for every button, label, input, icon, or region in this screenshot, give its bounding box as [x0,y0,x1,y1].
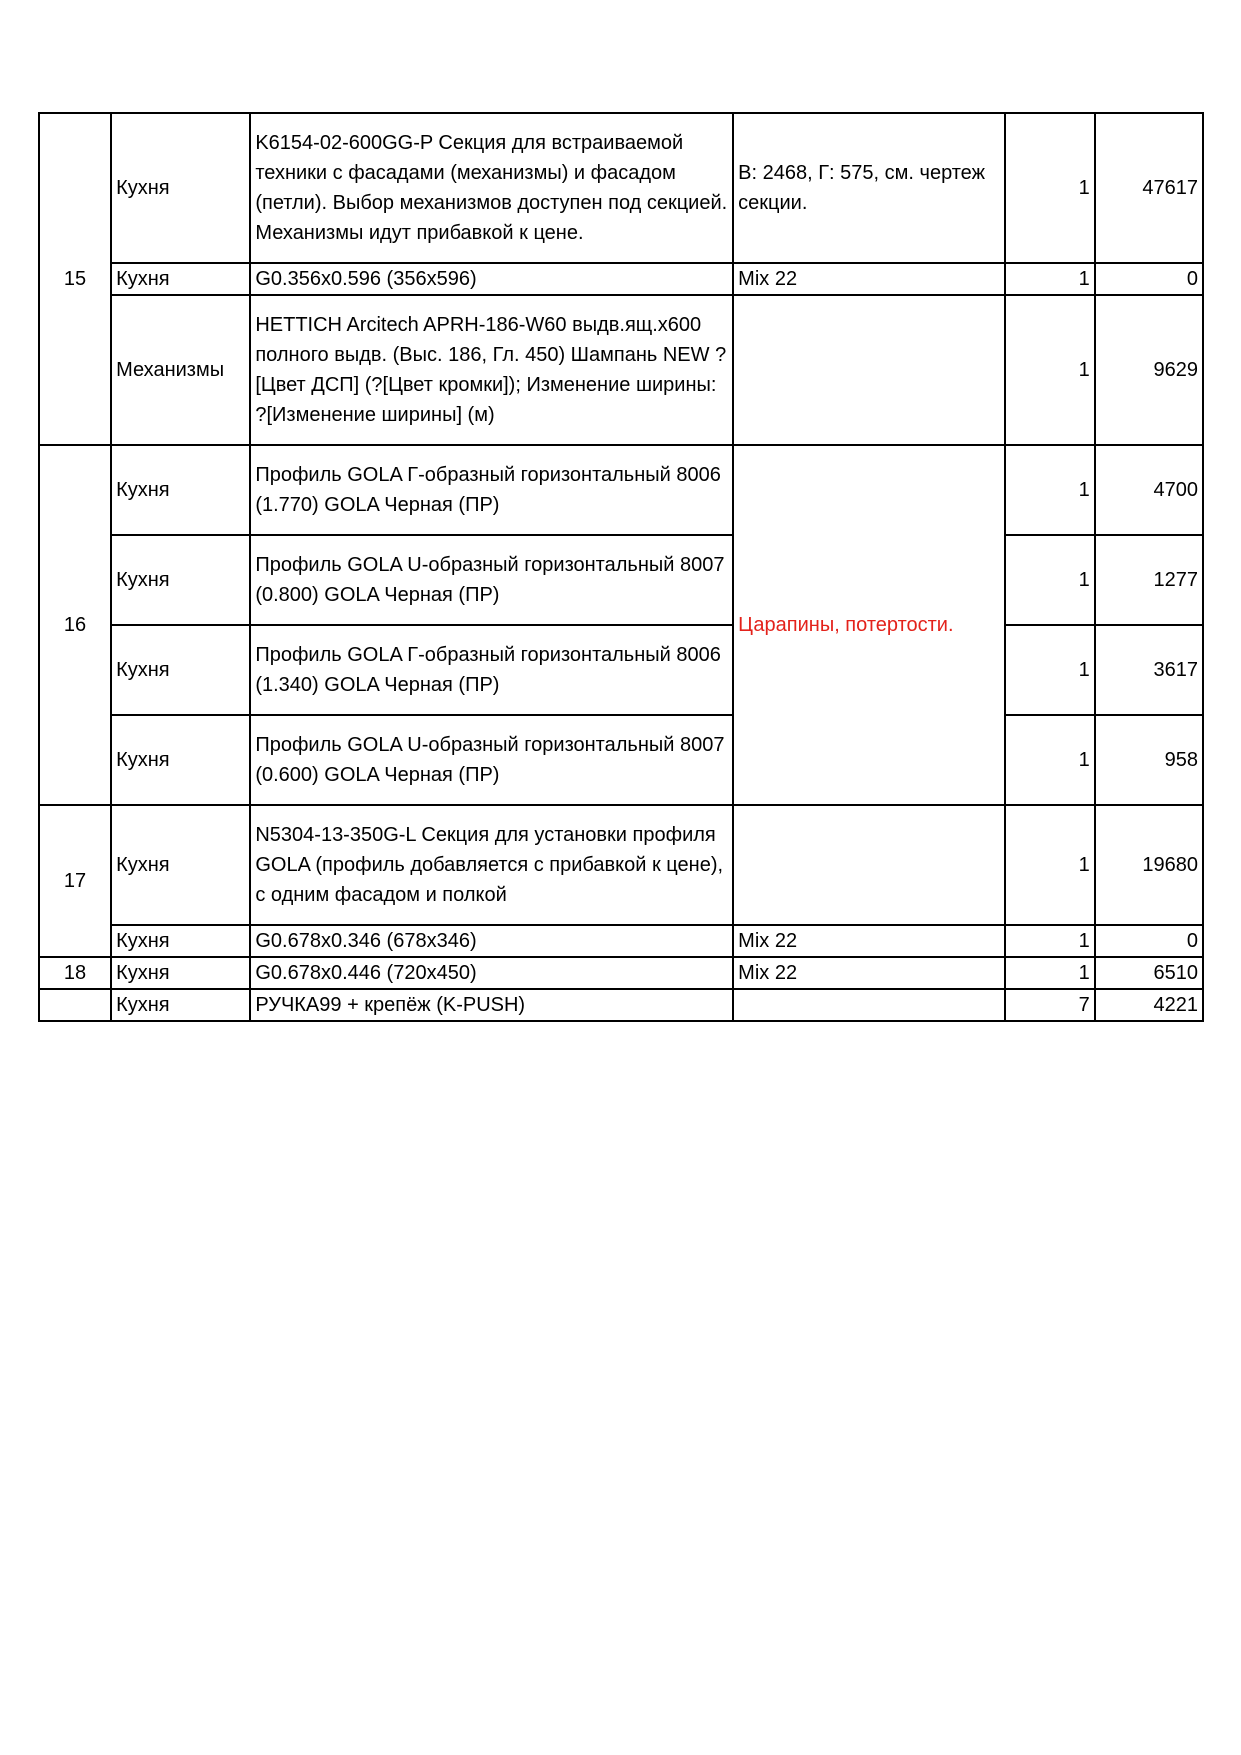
description-cell: Профиль GOLA U-образный горизонтальный 8007 (0.800) GOLA Черная (ПР) [250,535,733,625]
item-number: 18 [39,957,111,989]
category-cell: Кухня [111,715,250,805]
description-cell: G0.678x0.446 (720x450) [250,957,733,989]
quantity-cell: 1 [1005,263,1095,295]
category-cell: Кухня [111,957,250,989]
description-cell: HETTICH Arcitech APRH-186-W60 выдв.ящ.х600 полного выдв. (Выс. 186, Гл. 450) Шампань NEW ?[Цвет ДСП] (?[Цвет кромки]); Изменение ширины: ?[Изменение ширины] (м) [250,295,733,445]
description-cell: G0.678x0.346 (678x346) [250,925,733,957]
price-cell: 1277 [1095,535,1203,625]
category-cell: Механизмы [111,295,250,445]
note-cell [733,989,1004,1021]
category-cell: Кухня [111,263,250,295]
category-cell: Кухня [111,989,250,1021]
quantity-cell: 1 [1005,445,1095,535]
quantity-cell: 1 [1005,113,1095,263]
note-cell [733,805,1004,925]
table-row [39,445,1203,535]
note-cell: Mix 22 [733,957,1004,989]
table-row [39,625,1203,715]
price-cell: 6510 [1095,957,1203,989]
category-cell: Кухня [111,535,250,625]
quantity-cell: 1 [1005,805,1095,925]
category-cell: Кухня [111,445,250,535]
note-cell: Mix 22 [733,263,1004,295]
table-row [39,113,1203,263]
table-row [39,805,1203,925]
category-cell: Кухня [111,113,250,263]
description-cell: Профиль GOLA Г-образный горизонтальный 8006 (1.340) GOLA Черная (ПР) [250,625,733,715]
table-row [39,295,1203,445]
description-cell: K6154-02-600GG-P Секция для встраиваемой техники с фасадами (механизмы) и фасадом (петли). Выбор механизмов доступен под секцией. Механизмы идут прибавкой к цене. [250,113,733,263]
quantity-cell: 7 [1005,989,1095,1021]
price-cell: 0 [1095,925,1203,957]
table-row [39,989,1203,1021]
table-row [39,535,1203,625]
category-cell: Кухня [111,925,250,957]
quantity-cell: 1 [1005,535,1095,625]
table-row [39,957,1203,989]
price-cell: 4221 [1095,989,1203,1021]
table-row [39,263,1203,295]
table-row [39,925,1203,957]
quantity-cell: 1 [1005,295,1095,445]
item-number: 17 [39,805,111,957]
table-row [39,715,1203,805]
price-cell: 958 [1095,715,1203,805]
price-cell: 9629 [1095,295,1203,445]
description-cell: РУЧКА99 + крепёж (K-PUSH) [250,989,733,1021]
damage-note-cell: Царапины, потертости. [733,445,1004,805]
price-cell: 47617 [1095,113,1203,263]
price-cell: 4700 [1095,445,1203,535]
item-number: 16 [39,445,111,805]
quantity-cell: 1 [1005,925,1095,957]
spec-table [38,112,1204,1022]
note-cell [733,295,1004,445]
quantity-cell: 1 [1005,625,1095,715]
description-cell: Профиль GOLA U-образный горизонтальный 8007 (0.600) GOLA Черная (ПР) [250,715,733,805]
note-cell: В: 2468, Г: 575, см. чертеж секции. [733,113,1004,263]
description-cell: Профиль GOLA Г-образный горизонтальный 8006 (1.770) GOLA Черная (ПР) [250,445,733,535]
description-cell: N5304-13-350G-L Секция для установки профиля GOLA (профиль добавляется с прибавкой к цене), с одним фасадом и полкой [250,805,733,925]
price-cell: 3617 [1095,625,1203,715]
quantity-cell: 1 [1005,957,1095,989]
item-number: 15 [39,113,111,445]
quantity-cell: 1 [1005,715,1095,805]
note-cell: Mix 22 [733,925,1004,957]
description-cell: G0.356x0.596 (356x596) [250,263,733,295]
item-number [39,989,111,1021]
category-cell: Кухня [111,805,250,925]
category-cell: Кухня [111,625,250,715]
price-cell: 0 [1095,263,1203,295]
price-cell: 19680 [1095,805,1203,925]
